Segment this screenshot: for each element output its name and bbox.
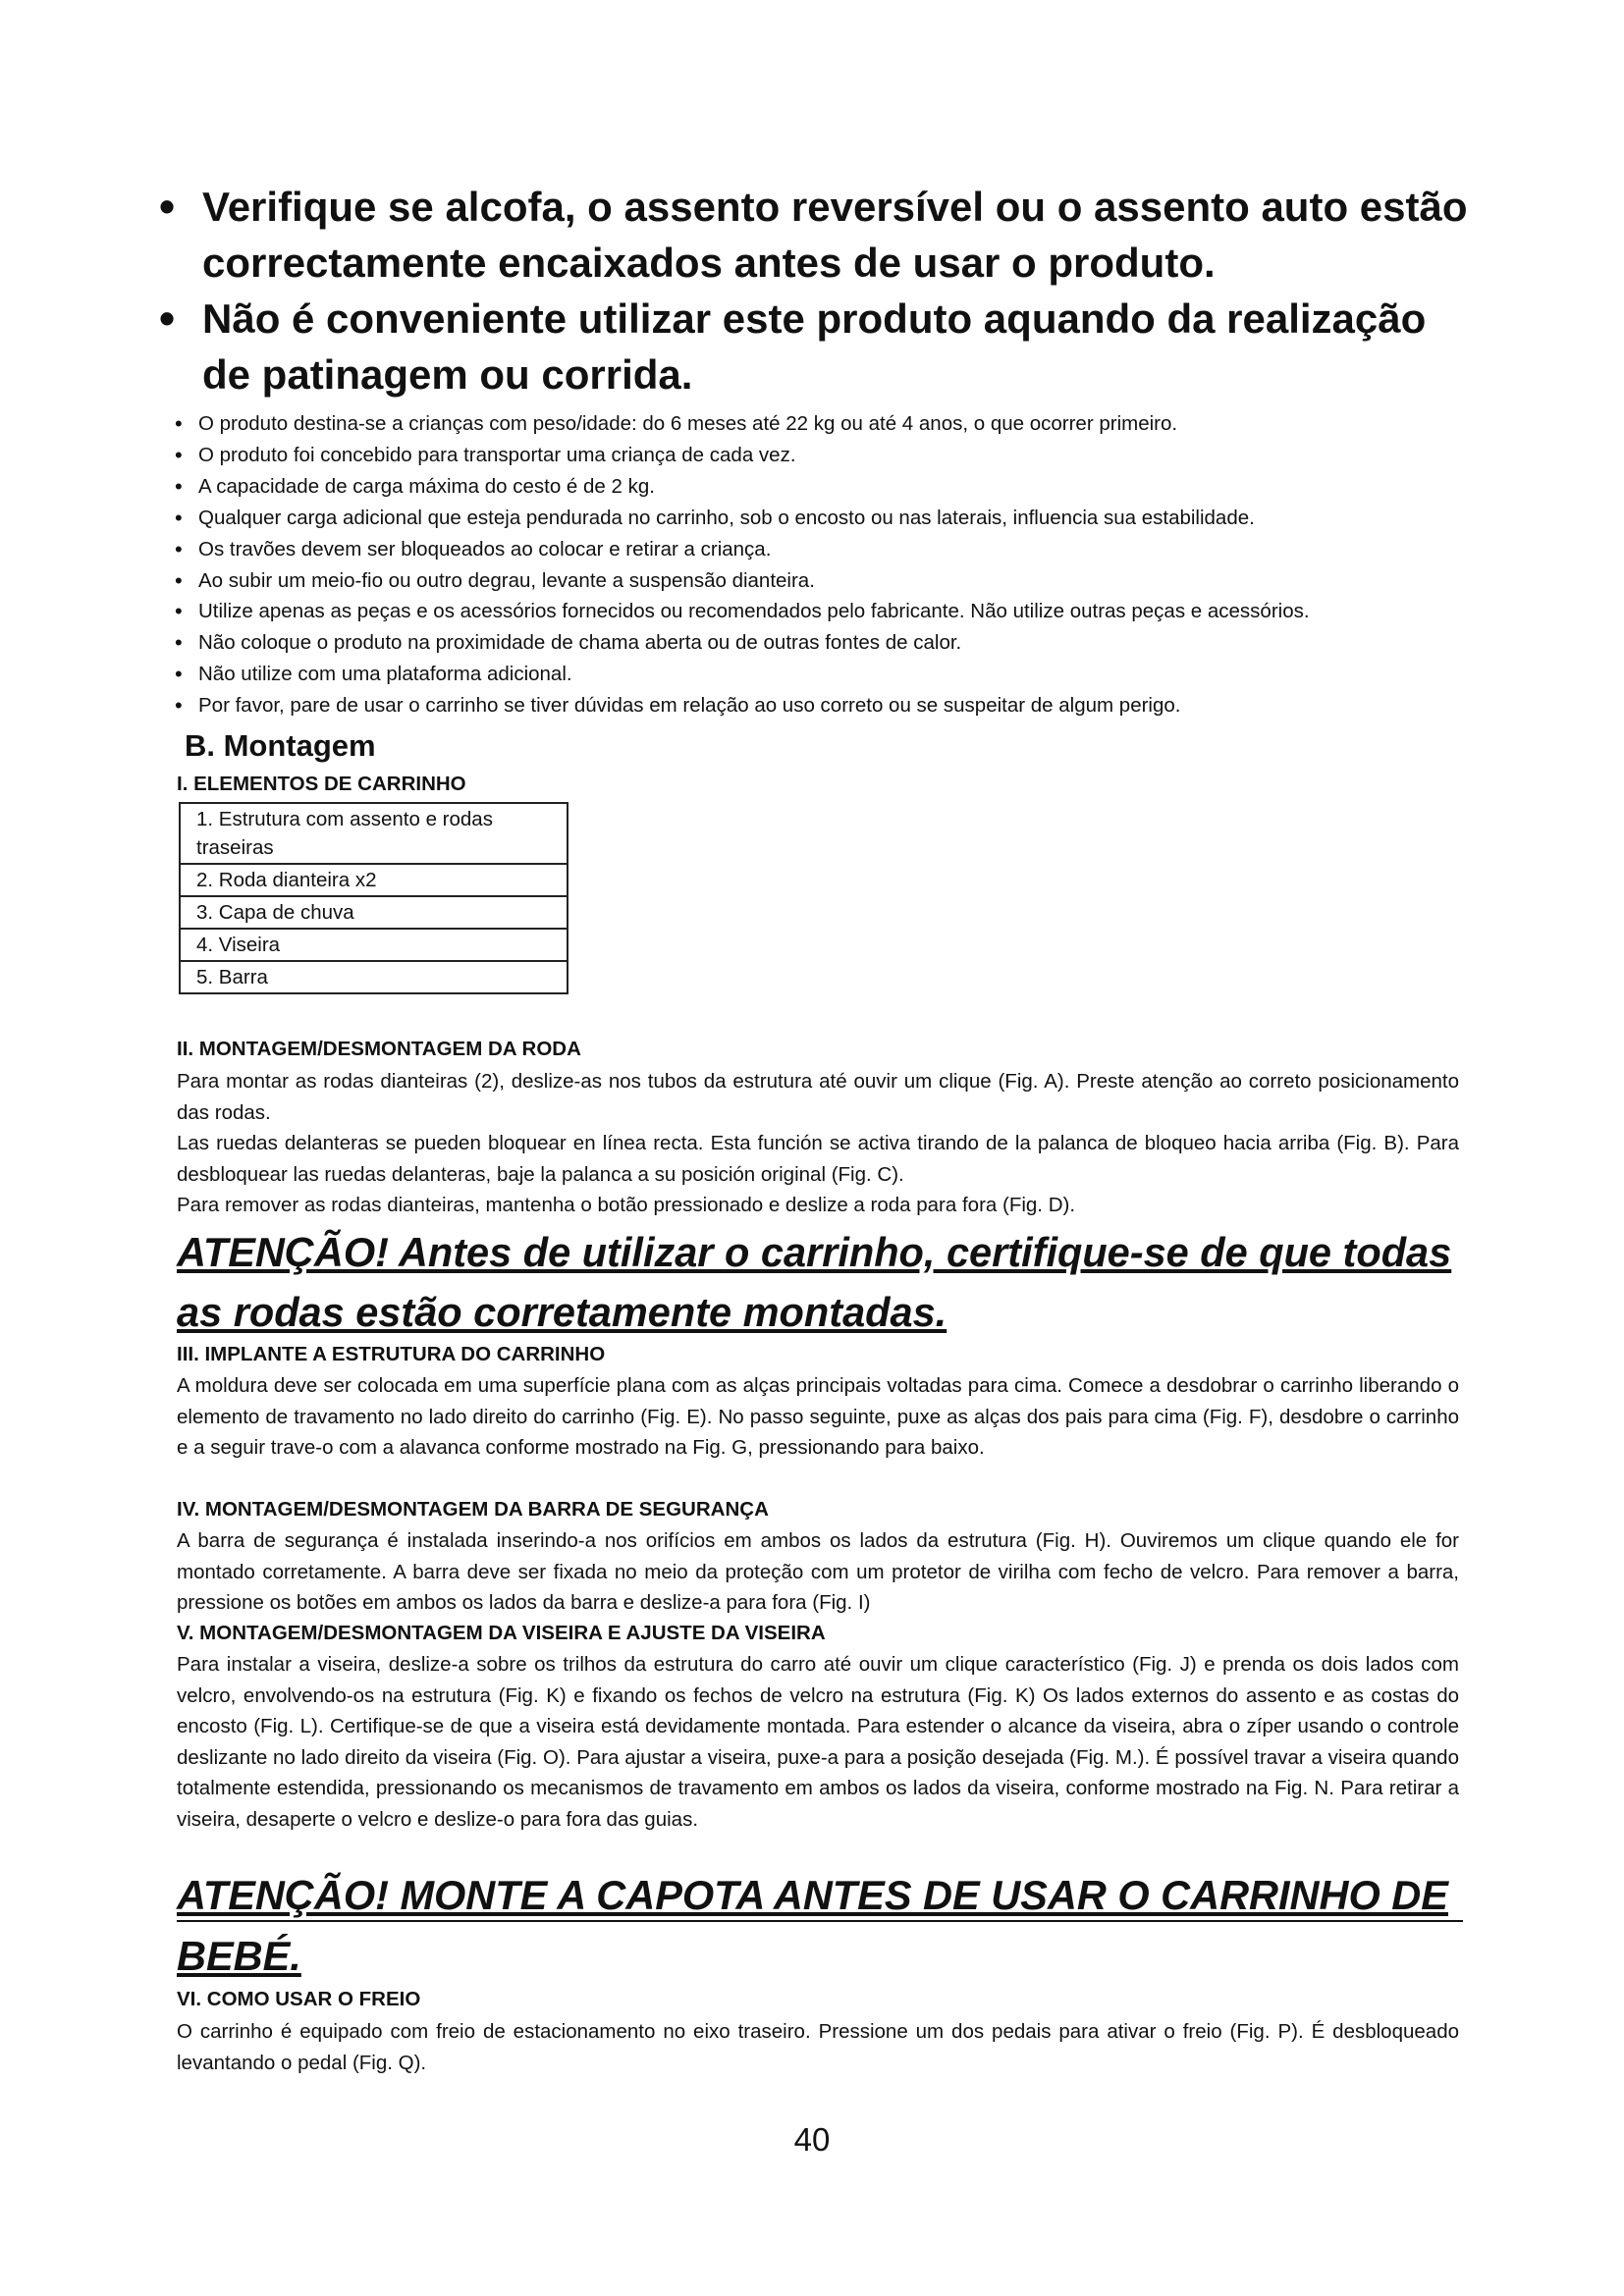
table-row	[180, 896, 568, 929]
section-b-title: B. Montagem	[185, 728, 376, 763]
paragraph: Para remover as rodas dianteiras, mantenha o botão pressionado e deslize a roda para fora (Fig. D).	[177, 1194, 1076, 1216]
table-cell: 1. Estrutura com assento e rodas traseiras	[180, 803, 568, 864]
section-vi-body: O carrinho é equipado com freio de estacionamento no eixo traseiro. Pressione um dos pedais para ativar o freio (Fig. P). É desbloqueado levantando o pedal (Fig. Q).	[177, 2020, 1459, 2074]
large-warning-list	[157, 179, 1473, 402]
section-iv-heading: IV. MONTAGEM/DESMONTAGEM DA BARRA DE SEGURANÇA	[177, 1498, 769, 1521]
section-iii-body: A moldura deve ser colocada em uma superfície plana com as alças principais voltadas para cima. Comece a desdobrar o carrinho liberando o elemento de travamento no lado direito do carrinho (Fig. E). No passo seguinte, puxe as alças dos pais para cima (Fig. F), desdobre o carrinho e a seguir trave-o com a alavanca conforme mostrado na Fig. G, pressionando para baixo.	[177, 1374, 1459, 1459]
section-i-heading: I. ELEMENTOS DE CARRINHO	[177, 773, 466, 795]
section-v-heading: V. MONTAGEM/DESMONTAGEM DA VISEIRA E AJUSTE DA VISEIRA	[177, 1622, 826, 1644]
paragraph: Para montar as rodas dianteiras (2), deslize-as nos tubos da estrutura até ouvir um clique (Fig. A). Preste atenção ao correto posicionamento das rodas.	[177, 1070, 1459, 1124]
table-row	[180, 929, 568, 961]
table-cell: 5. Barra	[180, 961, 568, 993]
small-warning-item: • Não utilize com uma plataforma adicional.	[175, 659, 1471, 690]
small-warning-item: • Qualquer carga adicional que esteja pendurada no carrinho, sob o encosto ou nas laterais, influencia sua estabilidade.	[175, 503, 1471, 534]
large-warning-item: • Verifique se alcofa, o assento reversível ou o assento auto estão correctamente encaixados antes de usar o produto.	[157, 179, 1473, 291]
small-warning-item: • Não coloque o produto na proximidade de chama aberta ou de outras fontes de calor.	[175, 627, 1471, 659]
small-warning-item: • A capacidade de carga máxima do cesto é de 2 kg.	[175, 471, 1471, 503]
section-ii-heading: II. MONTAGEM/DESMONTAGEM DA RODA	[177, 1038, 581, 1060]
table-cell: 3. Capa de chuva	[180, 896, 568, 929]
section-ii-body	[177, 1066, 1459, 1221]
section-iv-body: A barra de segurança é instalada inserindo-a nos orifícios em ambos os lados da estrutura (Fig. H). Ouviremos um clique quando ele for montado corretamente. A barra deve ser fixada no meio da proteção com um protetor de virilha com fecho de velcro. Para remover a barra, pressione os botões em ambos os lados da barra e deslize-a para fora (Fig. I)	[177, 1529, 1459, 1614]
table-row	[180, 961, 568, 993]
small-warning-item: • O produto destina-se a crianças com peso/idade: do 6 meses até 22 kg ou até 4 anos, o que ocorrer primeiro.	[175, 408, 1471, 440]
small-warning-list	[175, 408, 1471, 721]
canopy-warning: ATENÇÃO! MONTE A CAPOTA ANTES DE USAR O CARRINHO DE BEBÉ.	[177, 1872, 1448, 1979]
large-warning-item: • Não é conveniente utilizar este produto aquando da realização de patinagem ou corrida.	[157, 291, 1473, 402]
paragraph: Las ruedas delanteras se pueden bloquear en línea recta. Esta función se activa tirando de la palanca de bloqueo hacia arriba (Fig. B). Para desbloquear las ruedas delanteras, baje la palanca a su posición original (Fig. C).	[177, 1132, 1459, 1186]
table-cell: 2. Roda dianteira x2	[180, 864, 568, 896]
divider	[177, 1920, 1463, 1922]
section-vi-heading: VI. COMO USAR O FREIO	[177, 1988, 421, 2010]
small-warning-item: • Os travões devem ser bloqueados ao colocar e retirar a criança.	[175, 534, 1471, 565]
small-warning-item: • Ao subir um meio-fio ou outro degrau, levante a suspensão dianteira.	[175, 565, 1471, 597]
section-iii-heading: III. IMPLANTE A ESTRUTURA DO CARRINHO	[177, 1343, 606, 1365]
wheels-warning: ATENÇÃO! Antes de utilizar o carrinho, certifique-se de que todas as rodas estão corretamente montadas.	[177, 1229, 1452, 1335]
small-warning-item: • Utilize apenas as peças e os acessórios fornecidos ou recomendados pelo fabricante. Não utilize outras peças e acessórios.	[175, 596, 1471, 627]
small-warning-item: • Por favor, pare de usar o carrinho se tiver dúvidas em relação ao uso correto ou se suspeitar de algum perigo.	[175, 690, 1471, 721]
table-row	[180, 864, 568, 896]
section-v-body: Para instalar a viseira, deslize-a sobre os trilhos da estrutura do carro até ouvir um clique característico (Fig. J) e prenda os dois lados com velcro, envolvendo-os na estrutura (Fig. K) e fixando os fechos de velcro na estrutura (Fig. K) Os lados externos do assento e as costas do encosto (Fig. L). Certifique-se de que a viseira está devidamente montada. Para estender o alcance da viseira, abra o zíper usando o controle deslizante no lado direito da viseira (Fig. O). Para ajustar a viseira, puxe-a para a posição desejada (Fig. M.). É possível travar a viseira quando totalmente estendida, pressionando os mecanismos de travamento em ambos os lados da viseira, conforme mostrado na Fig. N. Para retirar a viseira, desaperte o velcro e deslize-o para fora das guias.	[177, 1653, 1459, 1831]
parts-table	[179, 802, 568, 994]
table-cell: 4. Viseira	[180, 929, 568, 961]
small-warning-item: • O produto foi concebido para transportar uma criança de cada vez.	[175, 440, 1471, 471]
table-row	[180, 803, 568, 864]
page-number: 40	[793, 2121, 831, 2158]
